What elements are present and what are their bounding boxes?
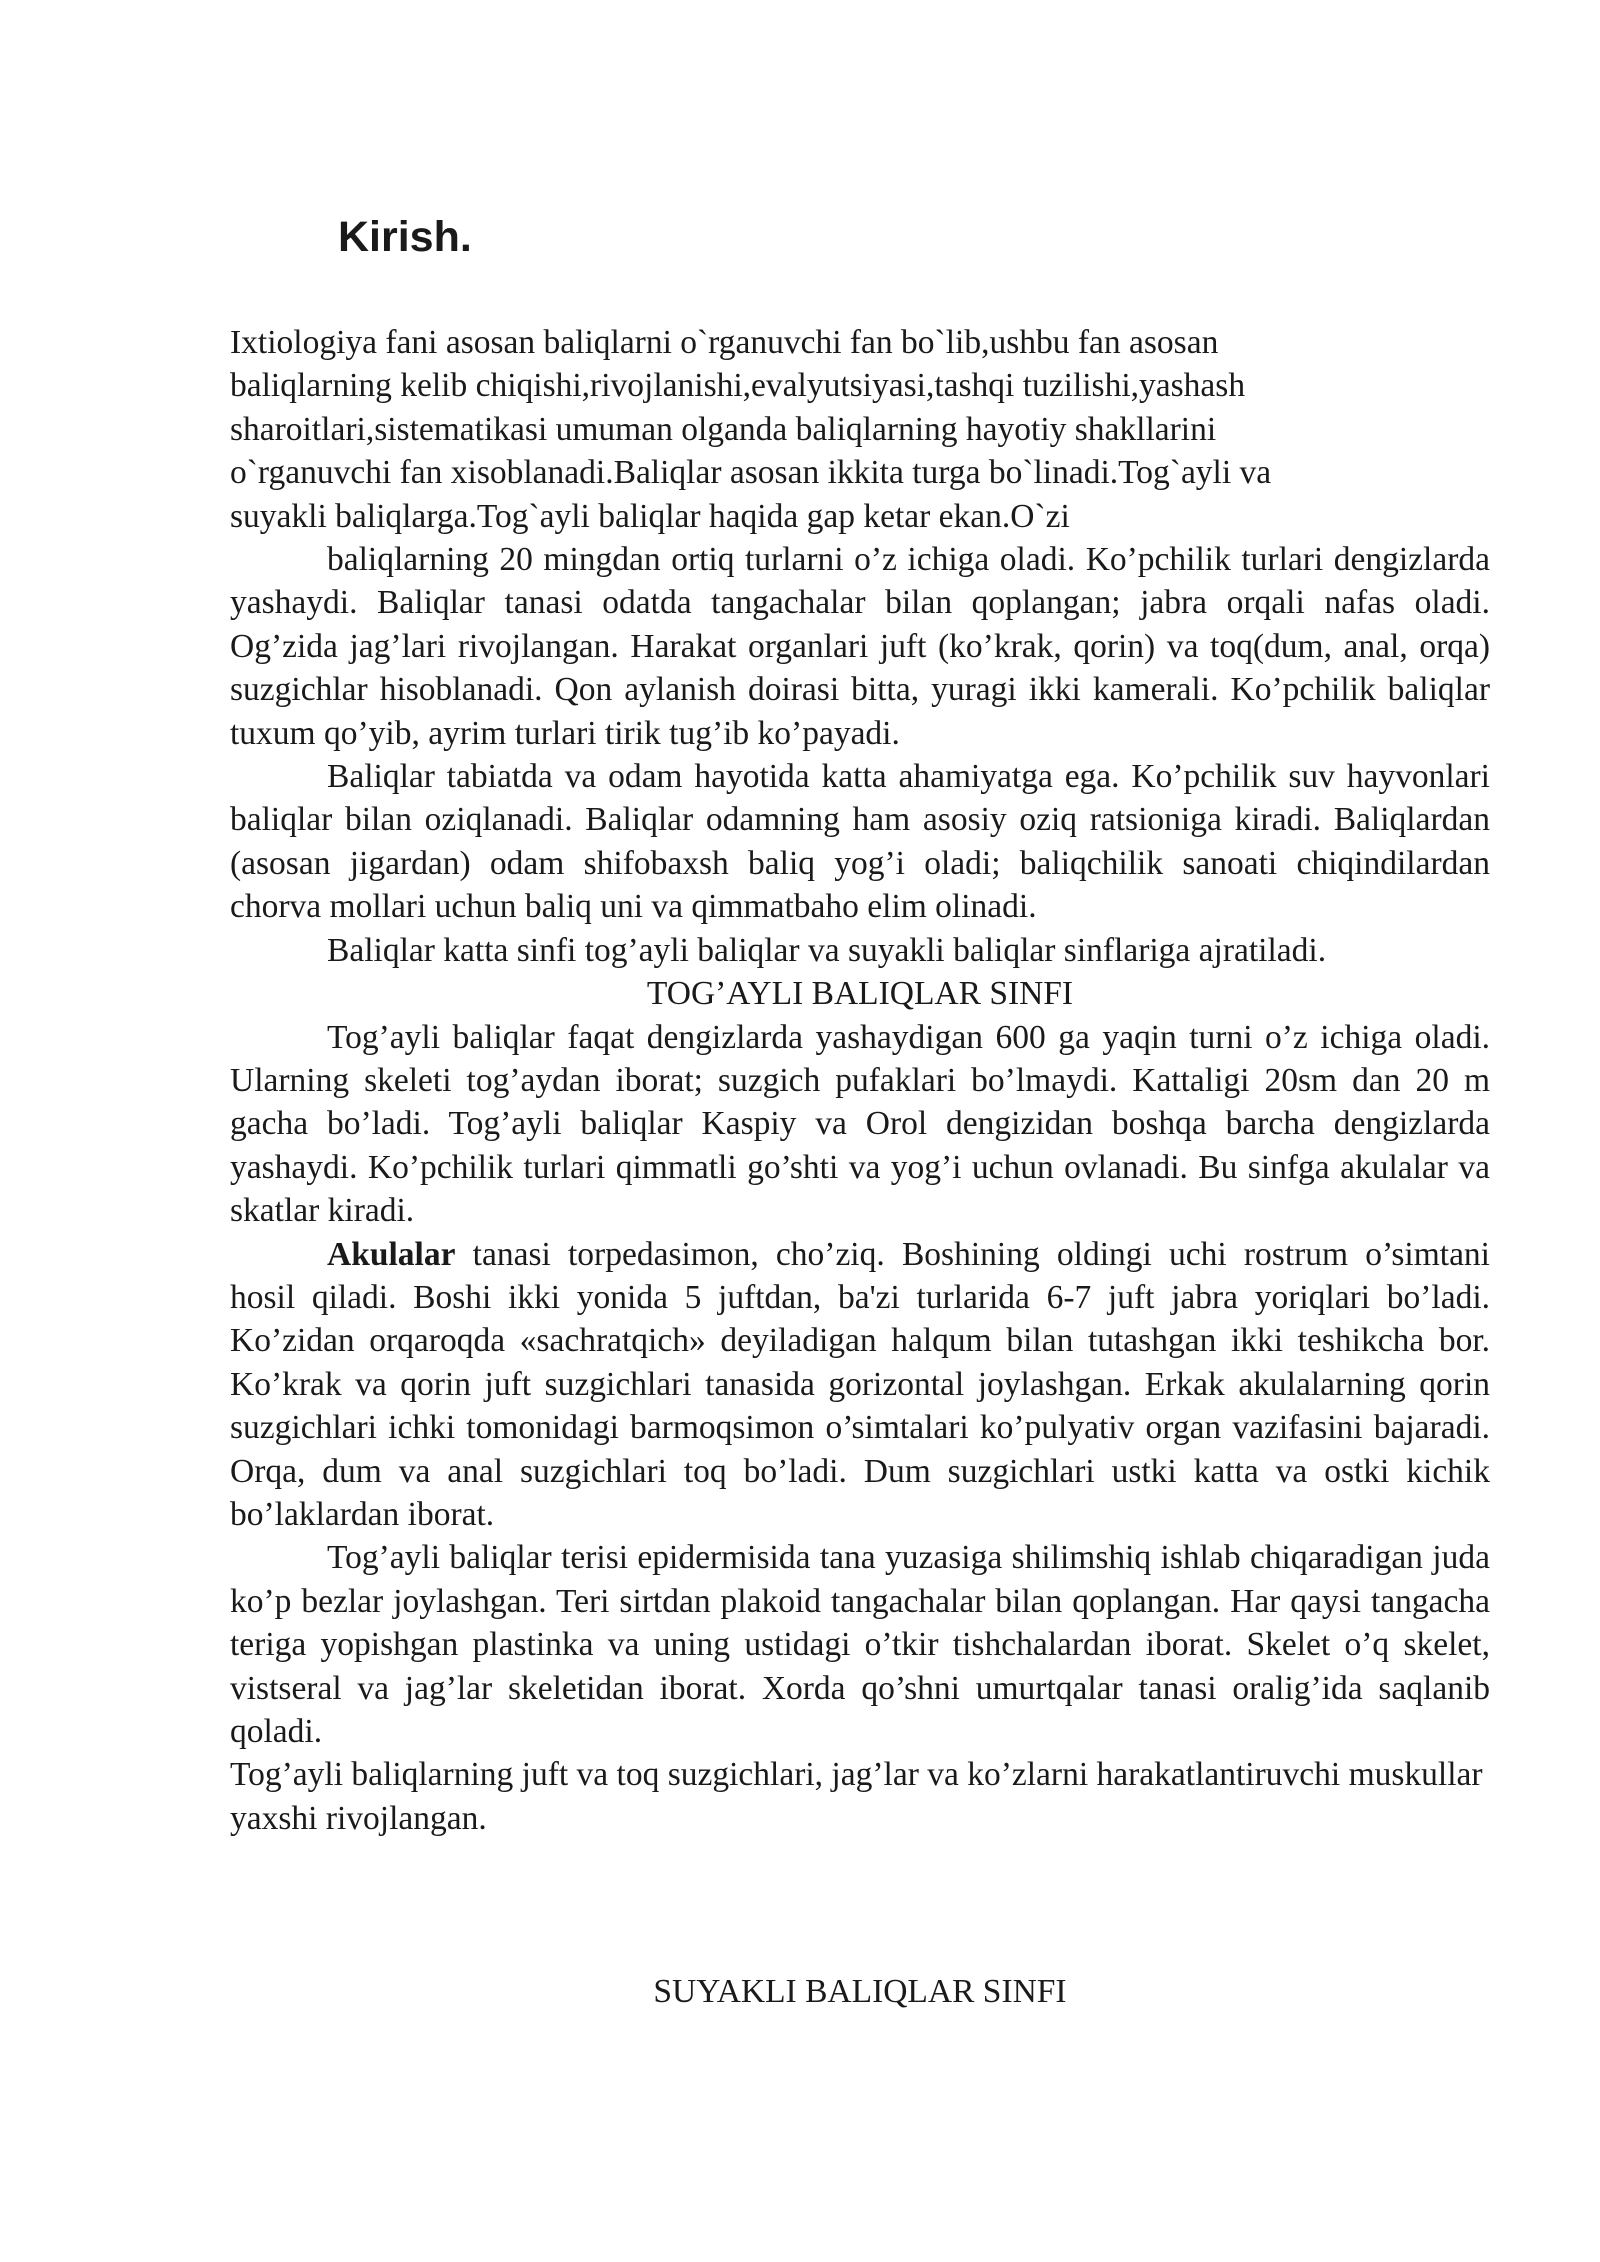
paragraph: Tog’ayli baliqlarning juft va toq suzgichlari, jag’lar va ko’zlarni harakatlantiruvchi muskullar yaxshi rivojlangan. xyxy=(230,1756,1483,1837)
intro-line: suyakli baliqlarga.Tog`ayli baliqlar haqida gap ketar ekan.O`zi xyxy=(230,497,1070,535)
section-title: TOG’AYLI BALIQLAR SINFI xyxy=(646,975,1074,1013)
intro-line: baliqlarning kelib chiqishi,rivojlanishi,evalyutsiyasi,tashqi tuzilishi,yashash xyxy=(230,367,1246,405)
intro-line: Ixtiologiya fani asosan baliqlarni o`rganuvchi fan bo`lib,ushbu fan asosan xyxy=(230,324,1219,361)
paragraph: Baliqlar katta sinfi tog’ayli baliqlar va suyakli baliqlar sinflariga ajratiladi. xyxy=(327,931,1327,969)
paragraph-text: tanasi torpedasimon, cho’ziq. Boshining oldingi uchi rostrum o’simtani hosil qiladi. Boshi ikki yonida 5 juftdan, ba'zi turlarida 6-7 juft jabra yoriqlari bo’ladi. Ko’zidan orqaroqda «sachratqich» deyiladigan halqum bilan tutashgan ikki teshikcha bor. Ko’krak va qorin juft suzgichlari tanasida gorizontal joylashgan. Erkak akulalarning qorin suzgichlari ichki tomonidagi barmoqsimon o’simtalari ko’pulyativ organ vazifasini bajaradi. Orqa, dum va anal suzgichlari toq bo’ladi. Dum suzgichlari ustki katta va ostki kichik bo’laklardan iborat. xyxy=(230,1235,1490,1533)
paragraph: Tog’ayli baliqlar terisi epidermisida tana yuzasiga shilimshiq ishlab chiqaradigan juda ko’p bezlar joylashgan. Teri sirtdan plakoid tangachalar bilan qoplangan. Har qaysi tangacha teriga yopishgan plastinka va uning ustidagi o’tkir tishchalardan iborat. Skelet o’q skelet, vistseral va jag’lar skeletidan iborat. Xorda qo’shni umurtqalar tanasi oralig’ida saqlanib qoladi. xyxy=(230,1539,1490,1750)
section-title: SUYAKLI BALIQLAR SINFI xyxy=(653,1973,1067,2010)
paragraph: Tog’ayli baliqlar faqat dengizlarda yashaydigan 600 ga yaqin turni o’z ichiga oladi. Ularning skeleti tog’aydan iborat; suzgich pufaklari bo’lmaydi. Kattaligi 20sm dan 20 m gacha bo’ladi. Tog’ayli baliqlar Kaspiy va Orol dengizidan boshqa barcha dengizlarda yashaydi. Ko’pchilik turlari qimmatli go’shti va yog’i uchun ovlanadi. Bu sinfga akulalar va skatlar kiradi. xyxy=(230,1018,1490,1230)
intro-line: o`rganuvchi fan xisoblanadi.Baliqlar asosan ikkita turga bo`linadi.Tog`ayli va xyxy=(230,454,1272,492)
intro-line: sharoitlari,sistematikasi umuman olganda baliqlarning hayotiy shakllarini xyxy=(230,410,1217,448)
page-title: Kirish. xyxy=(338,213,472,261)
intro-block xyxy=(230,321,1490,538)
paragraph: baliqlarning 20 mingdan ortiq turlarni o’z ichiga oladi. Ko’pchilik turlari dengizlarda yashaydi. Baliqlar tanasi odatda tangachalar bilan qoplangan; jabra orqali nafas oladi. Og’zida jag’lari rivojlangan. Harakat organlari juft (ko’krak, qorin) va toq(dum, anal, orqa) suzgichlar hisoblanadi. Qon aylanish doirasi bitta, yuragi ikki kamerali. Ko’pchilik baliqlar tuxum qo’yib, ayrim turlari tirik tug’ib ko’payadi. xyxy=(230,541,1490,752)
term-bold: Akulalar xyxy=(327,1235,456,1273)
document-body xyxy=(230,321,1490,1840)
paragraph: Baliqlar tabiatda va odam hayotida katta ahamiyatga ega. Ko’pchilik suv hayvonlari baliqlar bilan oziqlanadi. Baliqlar odamning ham asosiy oziq ratsioniga kiradi. Baliqlardan (asosan jigardan) odam shifobaxsh baliq yog’i oladi; baliqchilik sanoati chiqindilardan chorva mollari uchun baliq uni va qimmatbaho elim olinadi. xyxy=(230,758,1490,926)
paragraph xyxy=(230,1233,1490,1537)
